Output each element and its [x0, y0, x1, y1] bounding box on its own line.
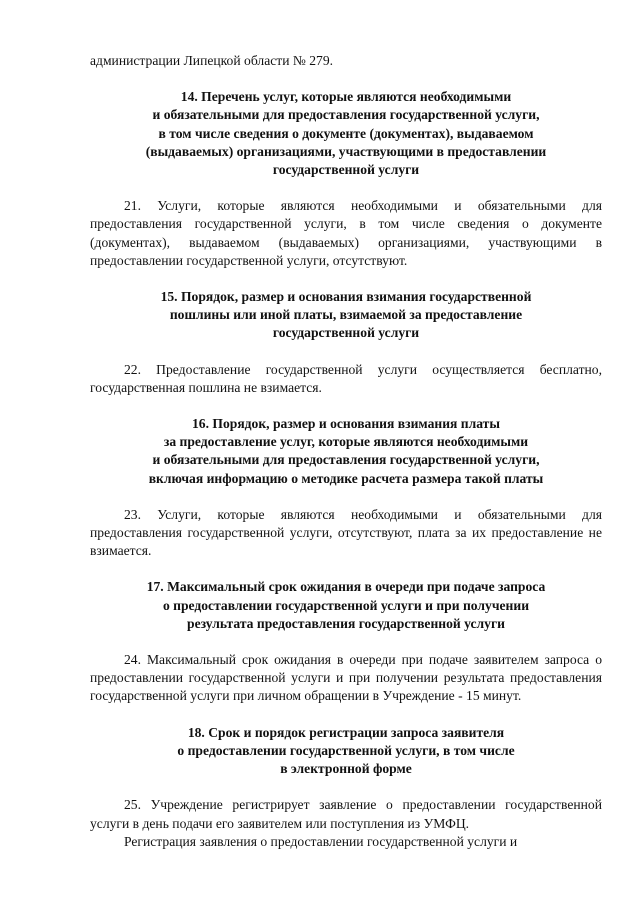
heading-line: 15. Порядок, размер и основания взимания государственной: [160, 289, 532, 305]
heading-line: в электронной форме: [280, 761, 412, 777]
heading-line: 14. Перечень услуг, которые являются необходимыми: [180, 89, 512, 105]
section-heading-14: [90, 88, 602, 179]
section-heading-17: [90, 578, 602, 633]
heading-line: государственной услуги: [272, 162, 420, 178]
continuation-line: администрации Липецкой области № 279.: [90, 53, 334, 68]
heading-line: пошлины или иной платы, взимаемой за предоставление: [169, 307, 523, 323]
heading-line: и обязательными для предоставления государственной услуги,: [152, 452, 540, 468]
heading-line: 17. Максимальный срок ожидания в очереди при подаче запроса: [146, 579, 546, 595]
paragraph-25: 25. Учреждение регистрирует заявление о предоставлении государственной услуги в день подачи его заявителем или поступления из УМФЦ.: [90, 797, 602, 831]
paragraph-24: 24. Максимальный срок ожидания в очереди при подаче заявителем запроса о предоставлении государственной услуги и при получении результата предоставления государственной услуги при личном обращении в Учреждение - 15 минут.: [90, 652, 602, 704]
section-heading-15: [90, 288, 602, 343]
heading-line: (выдаваемых) организациями, участвующими в предоставлении: [145, 143, 547, 159]
paragraph-25-continued: Регистрация заявления о предоставлении государственной услуги и: [124, 833, 518, 849]
heading-line: 16. Порядок, размер и основания взимания платы: [192, 416, 500, 432]
heading-line: государственной услуги: [272, 325, 420, 341]
heading-line: о предоставлении государственной услуги, в том числе: [177, 742, 515, 758]
paragraph-21: 21. Услуги, которые являются необходимыми и обязательными для предоставления государственной услуги, в том числе сведения о документе (документах), выдаваемом (выдаваемых) организациями, участвующими в предоставлении государственной услуги, отсутствуют.: [90, 198, 602, 268]
heading-line: в том числе сведения о документе (документах), выдаваемом: [158, 125, 534, 141]
heading-line: результата предоставления государственной услуги: [187, 615, 505, 631]
heading-line: включая информацию о методике расчета размера такой платы: [148, 470, 544, 486]
heading-line: за предоставление услуг, которые являются необходимыми: [163, 434, 529, 450]
heading-line: о предоставлении государственной услуги и при получении: [162, 597, 530, 613]
section-heading-16: [90, 415, 602, 488]
paragraph-23: 23. Услуги, которые являются необходимыми и обязательными для предоставления государственной услуги, отсутствуют, плата за их предоставление не взимается.: [90, 506, 602, 559]
heading-line: и обязательными для предоставления государственной услуги,: [152, 107, 540, 123]
heading-line: 18. Срок и порядок регистрации запроса заявителя: [187, 724, 505, 740]
paragraph-22: 22. Предоставление государственной услуги осуществляется бесплатно, государственная пошлина не взимается.: [90, 361, 602, 395]
section-heading-18: [90, 724, 602, 779]
document-page: [90, 0, 602, 851]
